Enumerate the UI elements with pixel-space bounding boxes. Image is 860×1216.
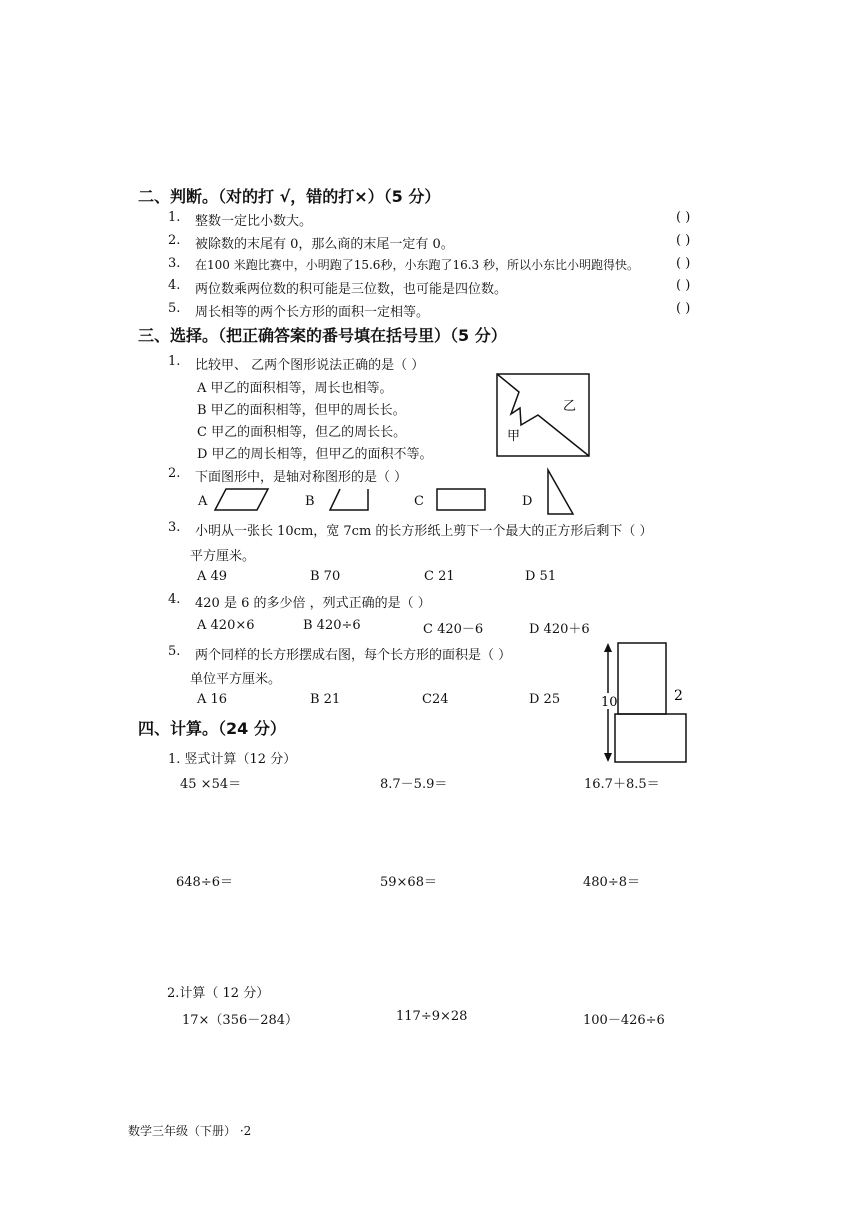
choice-q4-option-b: B 420÷6 bbox=[303, 618, 361, 633]
choice-q5-option-b: B 21 bbox=[310, 692, 341, 707]
section3-heading: 三、选择。（把正确答案的番号填在括号里）（5 分） bbox=[138, 326, 507, 345]
q5-lower-rectangle bbox=[615, 714, 686, 762]
q5-upper-rectangle bbox=[618, 643, 666, 714]
judge-item-2-answer-blank[interactable]: ( ) bbox=[676, 233, 691, 248]
judge-item-1-text: 整数一定比小数大。 bbox=[195, 214, 313, 229]
judge-item-1-num: 1. bbox=[168, 210, 181, 225]
choice-q1-option-b: B 甲乙的面积相等，但甲的周长长。 bbox=[197, 403, 406, 418]
choice-q4-num: 4. bbox=[168, 592, 181, 607]
choice-q1-option-a: A 甲乙的面积相等，周长也相等。 bbox=[197, 381, 393, 396]
q5-label-height: 10 bbox=[601, 695, 618, 710]
choice-q5-option-c: C24 bbox=[422, 692, 449, 707]
choice-q2-text: 下面图形中，是轴对称图形的是（ ） bbox=[195, 470, 408, 485]
calc-expression-3: 100－426÷6 bbox=[583, 1013, 665, 1028]
choice-q3-num: 3. bbox=[168, 520, 181, 535]
choice-q2-option-b-label: B bbox=[305, 494, 315, 509]
page-footer: 数学三年级（下册） ·2 bbox=[128, 1124, 252, 1138]
judge-item-3-text: 在100 米跑比赛中，小明跑了15.6秒，小东跑了16.3 秒，所以小东比小明跑得快。 bbox=[195, 258, 639, 272]
choice-q1-option-c: C 甲乙的面积相等，但乙的周长长。 bbox=[197, 425, 407, 440]
q5-arrow-up-icon bbox=[604, 643, 612, 652]
choice-q2-option-d-label: D bbox=[522, 494, 533, 509]
section4-heading: 四、计算。（24 分） bbox=[138, 719, 286, 738]
choice-q2-option-c-label: C bbox=[414, 494, 424, 509]
q5-arrow-down-icon bbox=[604, 753, 612, 762]
judge-item-1-answer-blank[interactable]: ( ) bbox=[676, 210, 691, 225]
choice-q3-option-c: C 21 bbox=[424, 569, 455, 584]
choice-q5-num: 5. bbox=[168, 644, 181, 659]
choice-q3-line2: 平方厘米。 bbox=[190, 549, 256, 564]
choice-q1-num: 1. bbox=[168, 354, 181, 369]
choice-q3-option-b: B 70 bbox=[310, 569, 341, 584]
choice-q3-option-d: D 51 bbox=[525, 569, 557, 584]
calc-vertical-1: 45 ×54＝ bbox=[180, 777, 242, 792]
choice-q4-option-d: D 420＋6 bbox=[529, 622, 590, 637]
q5-label-width: 2 bbox=[674, 688, 683, 704]
choice-q3-option-a: A 49 bbox=[197, 569, 228, 584]
calc-expression-2: 117÷9×28 bbox=[396, 1009, 468, 1024]
judge-item-4-text: 两位数乘两位数的积可能是三位数，也可能是四位数。 bbox=[195, 282, 508, 297]
judge-item-5-num: 5. bbox=[168, 301, 181, 316]
choice-q3-line1: 小明从一张长 10cm，宽 7cm 的长方形纸上剪下一个最大的正方形后剩下（ ） bbox=[195, 524, 653, 539]
choice-q2-num: 2. bbox=[168, 466, 181, 481]
calc-vertical-5: 59×68＝ bbox=[380, 875, 437, 890]
q1-label-jia: 甲 bbox=[507, 429, 521, 444]
calc-vertical-2: 8.7－5.9＝ bbox=[380, 777, 448, 792]
calc-vertical-4: 648÷6＝ bbox=[176, 875, 233, 890]
judge-item-5-answer-blank[interactable]: ( ) bbox=[676, 301, 691, 316]
choice-q2-option-a-label: A bbox=[198, 494, 208, 509]
choice-q4-text: 420 是 6 的多少倍 ，列式正确的是（ ） bbox=[195, 596, 431, 611]
calc-vertical-6: 480÷8＝ bbox=[583, 875, 640, 890]
section2-heading: 二、判断。（对的打 √，错的打×）（5 分） bbox=[138, 187, 441, 206]
choice-q5-line2: 单位平方厘米。 bbox=[190, 672, 282, 687]
judge-item-3-num: 3. bbox=[168, 256, 181, 271]
choice-q1-text: 比较甲、 乙两个图形说法正确的是（ ） bbox=[195, 358, 425, 373]
choice-q5-option-a: A 16 bbox=[197, 692, 228, 707]
choice-q5-option-d: D 25 bbox=[529, 692, 561, 707]
choice-q4-option-c: C 420－6 bbox=[423, 622, 484, 637]
judge-item-2-num: 2. bbox=[168, 233, 181, 248]
calc-vertical-3: 16.7＋8.5＝ bbox=[584, 777, 660, 792]
q1-label-yi: 乙 bbox=[563, 399, 577, 414]
judge-item-4-num: 4. bbox=[168, 278, 181, 293]
judge-item-2-text: 被除数的末尾有 0，那么商的末尾一定有 0。 bbox=[195, 237, 454, 252]
calc-part2-title: 2.计算（ 12 分） bbox=[167, 986, 270, 1001]
choice-q4-option-a: A 420×6 bbox=[197, 618, 255, 633]
judge-item-5-text: 周长相等的两个长方形的面积一定相等。 bbox=[195, 305, 430, 320]
choice-q1-option-d: D 甲乙的周长相等，但甲乙的面积不等。 bbox=[197, 447, 433, 462]
calc-part1-title: 1. 竖式计算（12 分） bbox=[168, 752, 297, 767]
judge-item-3-answer-blank[interactable]: ( ) bbox=[676, 256, 691, 271]
choice-q5-line1: 两个同样的长方形摆成右图，每个长方形的面积是（ ） bbox=[195, 648, 512, 663]
calc-expression-1: 17×（356－284） bbox=[182, 1013, 299, 1028]
judge-item-4-answer-blank[interactable]: ( ) bbox=[676, 278, 691, 293]
